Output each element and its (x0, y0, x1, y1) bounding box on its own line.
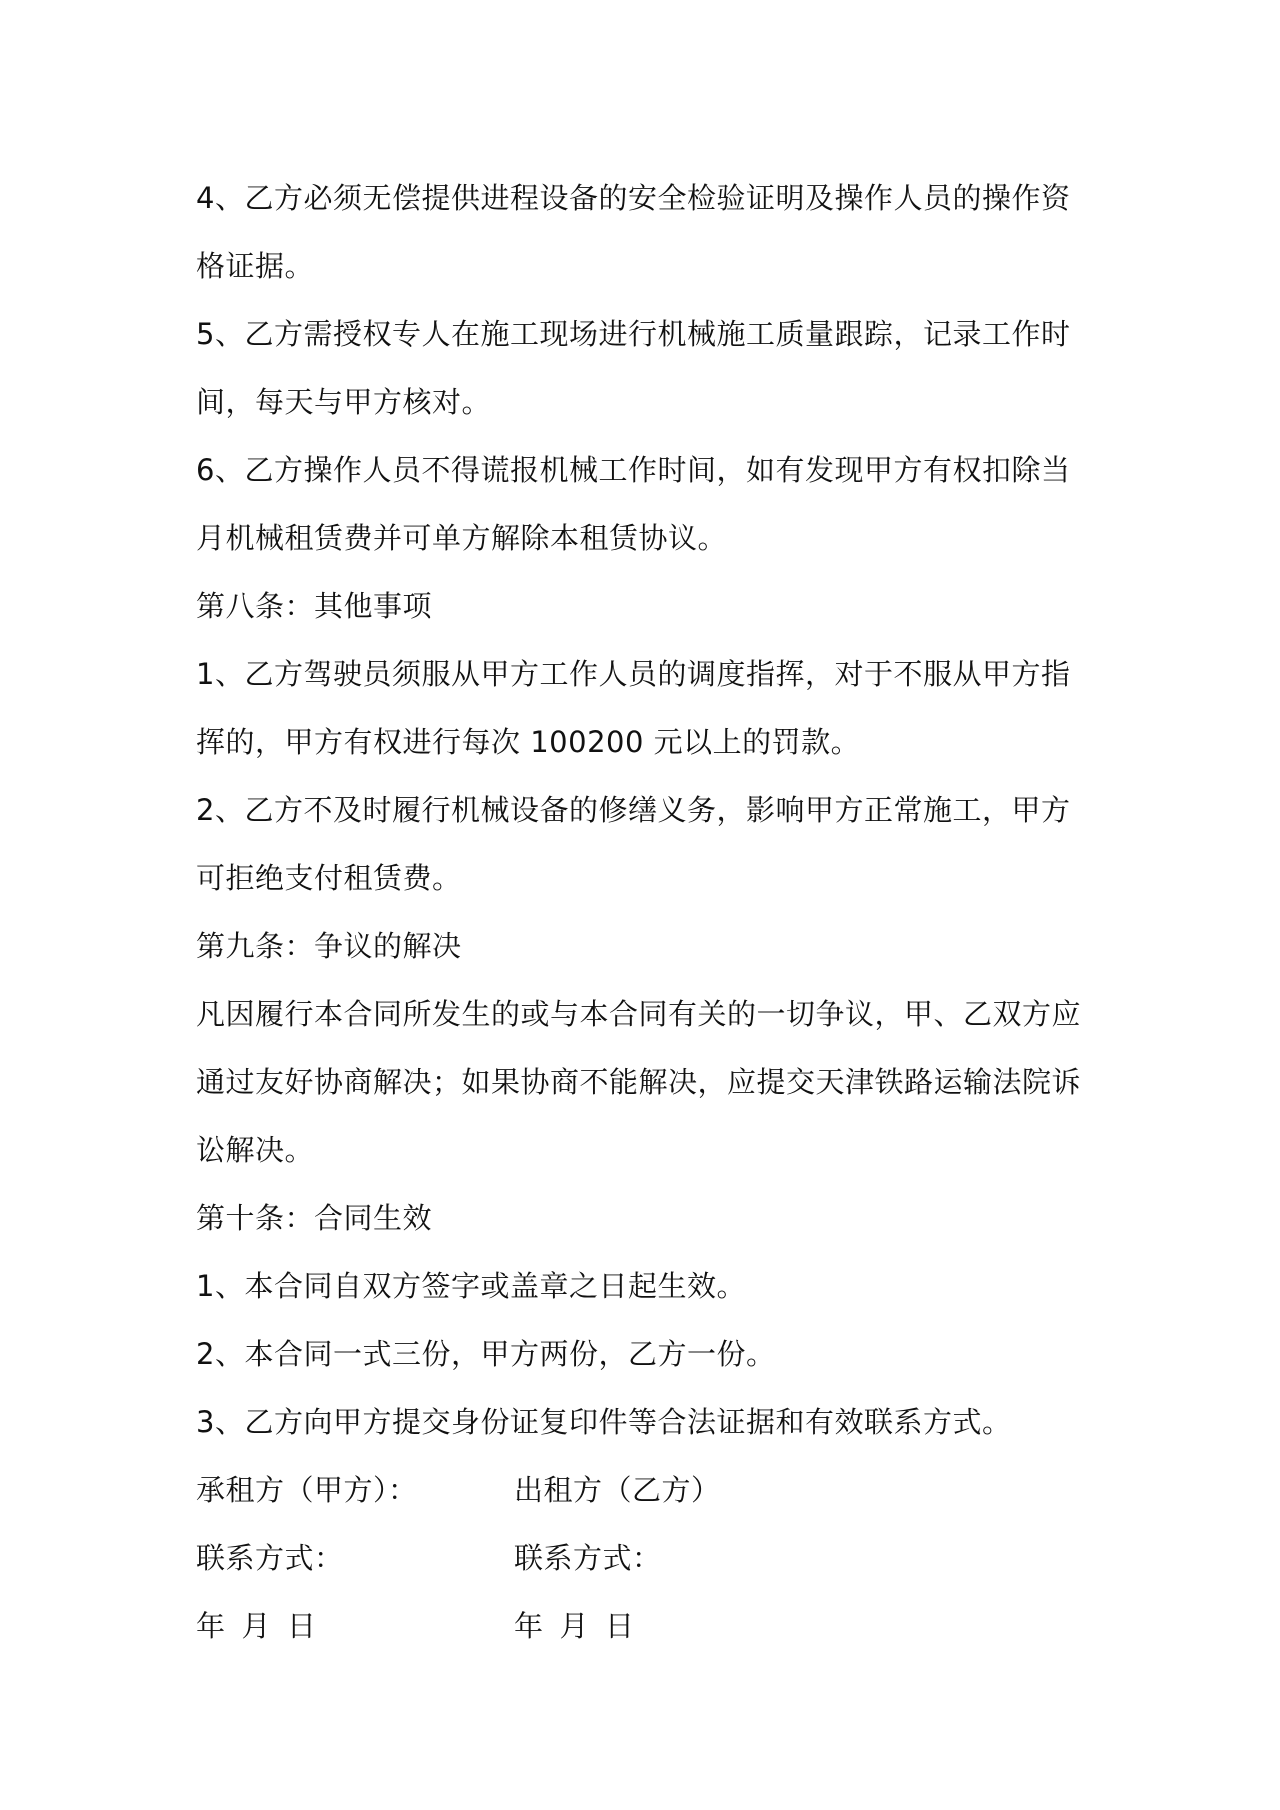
signature-date-row (196, 1592, 1096, 1660)
text-line: 通过友好协商解决；如果协商不能解决，应提交天津铁路运输法院诉 (196, 1065, 1082, 1099)
section-heading: 第八条：其他事项 (196, 589, 433, 623)
text-line: 1、本合同自双方签字或盖章之日起生效。 (196, 1269, 746, 1303)
text-line: 讼解决。 (196, 1133, 315, 1167)
month-label: 月 (559, 1609, 590, 1643)
signature-contact-row (196, 1524, 1096, 1592)
document-body (196, 164, 1096, 1660)
text-line: 3、乙方向甲方提交身份证复印件等合法证据和有效联系方式。 (196, 1405, 1012, 1439)
section-heading: 第九条：争议的解决 (196, 929, 462, 963)
month-label: 月 (241, 1609, 272, 1643)
lessee-label: 承租方（甲方）： (196, 1473, 418, 1507)
text-line: 5、乙方需授权专人在施工现场进行机械施工质量跟踪，记录工作时 (196, 317, 1071, 351)
text-line: 4、乙方必须无偿提供进程设备的安全检验证明及操作人员的操作资 (196, 181, 1071, 215)
lessor-date (514, 1592, 635, 1660)
text-line: 格证据。 (196, 249, 315, 283)
text-line: 间，每天与甲方核对。 (196, 385, 492, 419)
signature-block (196, 1456, 1096, 1660)
signature-party-row (196, 1456, 1096, 1524)
lessor-label: 出租方（乙方） (514, 1473, 721, 1507)
text-line: 6、乙方操作人员不得谎报机械工作时间，如有发现甲方有权扣除当 (196, 453, 1071, 487)
text-line: 凡因履行本合同所发生的或与本合同有关的一切争议，甲、乙双方应 (196, 997, 1082, 1031)
year-label: 年 (514, 1609, 544, 1643)
year-label: 年 (196, 1609, 226, 1643)
text-line: 2、本合同一式三份，甲方两份，乙方一份。 (196, 1337, 776, 1371)
text-line: 可拒绝支付租赁费。 (196, 861, 462, 895)
lessee-date (196, 1592, 514, 1660)
day-label: 日 (287, 1609, 317, 1643)
text-line: 1、乙方驾驶员须服从甲方工作人员的调度指挥，对于不服从甲方指 (196, 657, 1071, 691)
text-line: 月机械租赁费并可单方解除本租赁协议。 (196, 521, 728, 555)
day-label: 日 (605, 1609, 635, 1643)
lessee-contact-label: 联系方式： (196, 1541, 344, 1575)
section-heading: 第十条：合同生效 (196, 1201, 433, 1235)
text-line: 2、乙方不及时履行机械设备的修缮义务，影响甲方正常施工，甲方 (196, 793, 1071, 827)
text-line: 挥的，甲方有权进行每次 100200 元以上的罚款。 (196, 725, 861, 759)
lessor-contact-label: 联系方式： (514, 1541, 662, 1575)
